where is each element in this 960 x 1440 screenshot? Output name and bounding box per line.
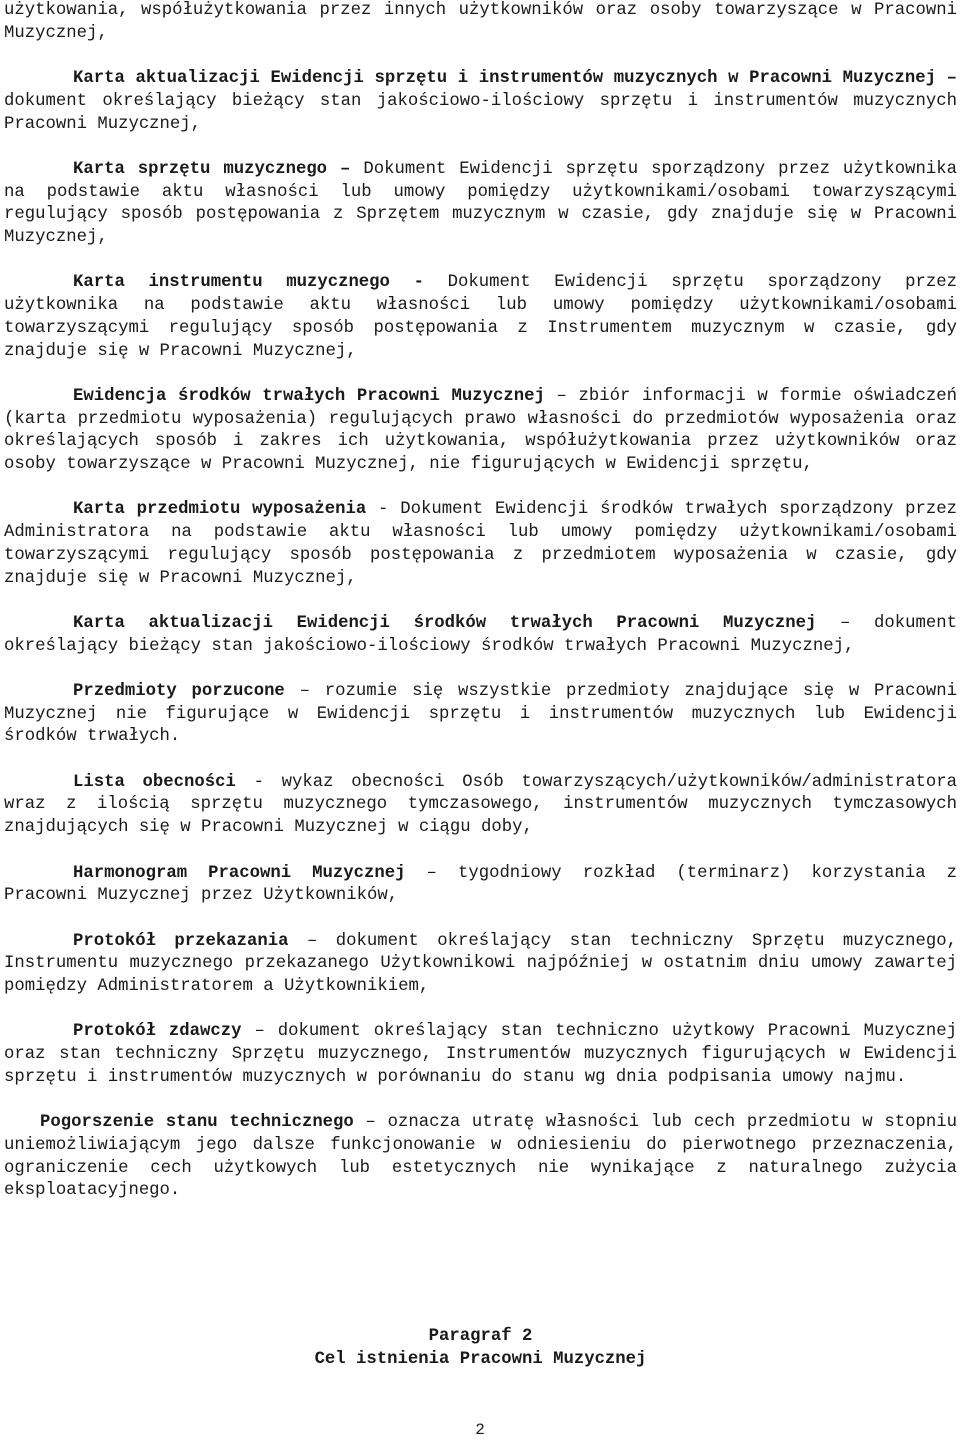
section-heading (4, 1326, 957, 1371)
document-page (4, 0, 957, 1226)
definition-term: Ewidencja środków trwałych Pracowni Muzycznej (73, 386, 545, 406)
definition-term: Karta aktualizacji Ewidencji sprzętu i instrumentów muzycznych w Pracowni Muzycznej – (73, 69, 957, 89)
definition-text: – rozumie się wszystkie przedmioty znajdujące się w Pracowni Muzycznej nie figurujące w Ewidencji sprzętu i instrumentów muzycznych lub Ewidencji środków trwałych. (4, 681, 957, 747)
definition-pogorszenie-stanu (4, 1112, 957, 1203)
definition-harmonogram (4, 863, 957, 908)
definition-karta-instrumentu-muzycznego (4, 272, 957, 363)
definition-text: Dokument Ewidencji sprzętu sporządzony przez użytkownika na podstawie aktu własności lub umowy pomiędzy użytkownikami/osobami towarzyszącymi regulujący sposób postępowania z Instrumentem muzycznym w czasie, gdy znajduje się w Pracowni Muzycznej, (4, 273, 957, 361)
definition-term: Pogorszenie stanu technicznego (40, 1113, 354, 1133)
section-title: Cel istnienia Pracowni Muzycznej (314, 1349, 647, 1369)
definition-text: - Dokument Ewidencji środków trwałych sporządzony przez Administratora na podstawie aktu własności lub umowy pomiędzy użytkownikami/osobami towarzyszącymi regulujący sposób postępowania z przedmiotem wyposażenia w czasie, gdy znajduje się w Pracowni Muzycznej, (4, 500, 957, 588)
definition-text: – dokument określający stan techniczny Sprzętu muzycznego, Instrumentu muzycznego przekazanego Użytkownikowi najpóźniej w ostatnim dniu umowy zawartej pomiędzy Administratorem a Użytkownikiem, (4, 931, 957, 997)
definition-text: dokument określający bieżący stan jakościowo-ilościowy sprzętu i instrumentów muzycznych Pracowni Muzycznej, (4, 91, 957, 134)
definition-protokol-zdawczy (4, 1021, 957, 1089)
definition-term: Przedmioty porzucone (73, 681, 285, 701)
definition-term: Lista obecności (73, 772, 236, 792)
definition-term: Karta instrumentu muzycznego - (73, 273, 424, 293)
definition-text: – tygodniowy rozkład (terminarz) korzystania z Pracowni Muzycznej przez Użytkowników, (4, 863, 957, 906)
definition-karta-sprzetu-muzycznego (4, 159, 957, 250)
definition-karta-aktualizacji-ewidencji-sprzetu (4, 68, 957, 136)
definition-text: - wykaz obecności Osób towarzyszących/użytkowników/administratora wraz z ilością sprzętu muzycznego tymczasowego, instrumentów muzycznych tymczasowych znajdujących się w Pracowni Muzycznej w ciągu doby, (4, 772, 957, 838)
paragraph-label: Paragraf 2 (428, 1327, 533, 1346)
page-number: 2 (475, 1421, 485, 1439)
definition-term: Harmonogram Pracowni Muzycznej (73, 863, 406, 883)
definition-text: – dokument określający bieżący stan jakościowo-ilościowy środków trwałych Pracowni Muzycznej, (4, 613, 958, 656)
definition-term: Karta przedmiotu wyposażenia (73, 500, 367, 520)
definition-ewidencja-srodkow-trwalych (4, 386, 957, 477)
definition-text: – oznacza utratę własności lub cech przedmiotu w stopniu uniemożliwiającym jego dalsze funkcjonowanie w odniesieniu do pierwotnego przeznaczenia, ograniczenie cech użytkowych lub estetycznych nie wynikające z naturalnego zużycia eksploatacyjnego. (4, 1113, 957, 1201)
definition-text: – zbiór informacji w formie oświadczeń (karta przedmiotu wyposażenia) regulujących prawo własności do przedmiotów wyposażenia oraz określających sposób i zakres ich użytkowania, współużytkowania przez użytkowników oraz osoby towarzyszące w Pracowni Muzycznej, nie figurujących w Ewidencji sprzętu, (4, 386, 958, 474)
definition-term: Protokół przekazania (73, 931, 289, 951)
definition-text: – dokument określający stan techniczno użytkowy Pracowni Muzycznej oraz stan techniczny Sprzętu muzycznego, Instrumentów muzycznych figurujących w Ewidencji sprzętu i instrumentów muzycznych w porównaniu do stanu wg dnia podpisania umowy najmu. (4, 1022, 957, 1087)
intro-fragment: użytkowania, współużytkowania przez innych użytkowników oraz osoby towarzyszące w Pracowni Muzycznej, (4, 1, 957, 43)
definition-term: Protokół zdawczy (73, 1022, 242, 1042)
definition-lista-obecnosci (4, 772, 957, 840)
definition-protokol-przekazania (4, 931, 957, 999)
definition-term: Karta sprzętu muzycznego – (73, 159, 351, 179)
definition-term: Karta aktualizacji Ewidencji środków trwałych Pracowni Muzycznej (73, 613, 817, 633)
definition-text: Dokument Ewidencji sprzętu sporządzony przez użytkownika na podstawie aktu własności lub umowy pomiędzy użytkownikami/osobami towarzyszącymi regulujący sposób postępowania z Sprzętem muzycznym w czasie, gdy znajduje się w Pracowni Muzycznej, (4, 159, 957, 247)
definition-przedmioty-porzucone (4, 681, 957, 749)
definition-karta-aktualizacji-srodkow-trwalych (4, 613, 957, 658)
definition-karta-przedmiotu-wyposazenia (4, 499, 957, 590)
